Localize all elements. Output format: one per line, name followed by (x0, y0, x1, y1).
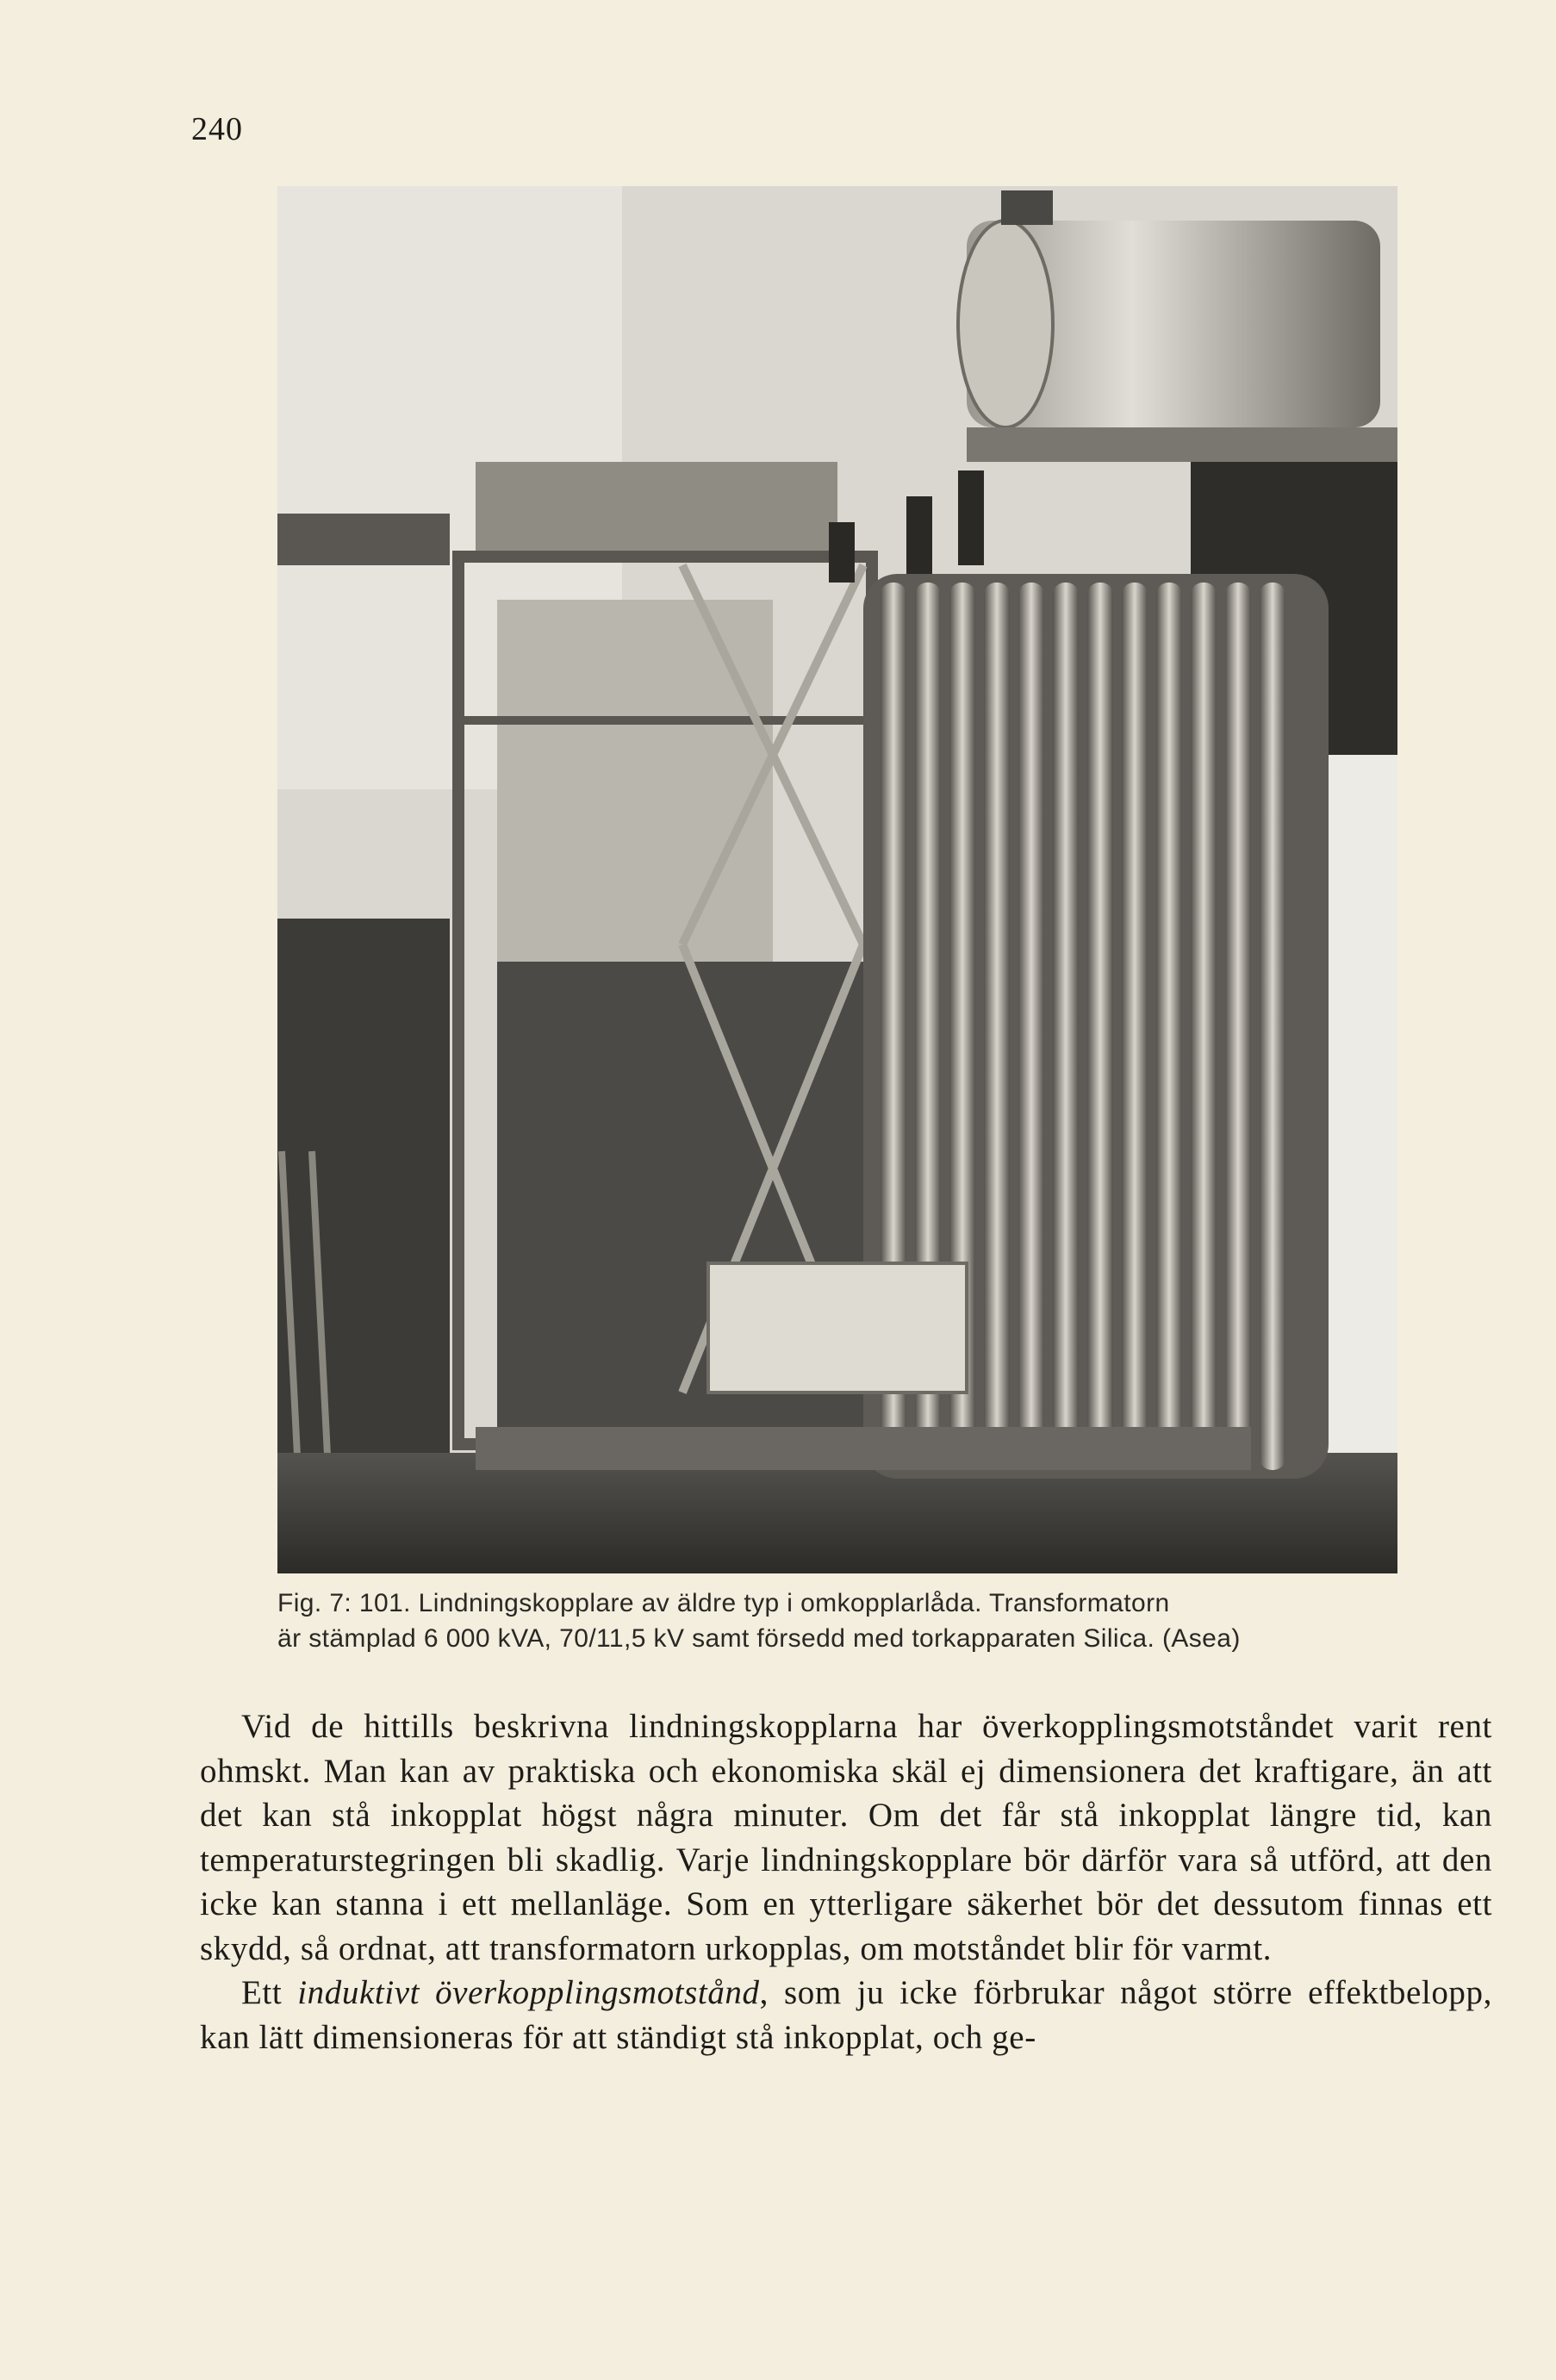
caption-line-1: Fig. 7: 101. Lindningskopplare av äldre typ i omkopplarlåda. Transformatorn (277, 1589, 1170, 1617)
figure-caption (277, 1586, 1423, 1656)
caption-line-2: är stämplad 6 000 kVA, 70/11,5 kV samt försedd med torkapparaten Silica. (Asea) (277, 1624, 1241, 1653)
body-text (200, 1704, 1492, 2059)
transformer-photo (277, 186, 1397, 1573)
paragraph-2 (200, 1971, 1492, 2059)
paragraph-2-start: Ett (241, 1974, 283, 2011)
paragraph-1: Vid de hittills beskrivna lindningskopplarna har överkopplingsmotståndet varit rent ohmskt. Man kan av praktiska och ekonomiska skäl ej dimensionera det kraftigare, än att det kan stå inkopplat högst några minuter. Om det får stå inkopplat längre tid, kan temperaturstegringen bli skadlig. Varje lindningskopplare bör därför vara så utförd, att den icke kan stanna i ett mellanläge. Som en ytterligare säkerhet bör det dessutom finnas ett skydd, så ordnat, att transformatorn urkopplas, om motståndet blir för varmt. (200, 1708, 1492, 1967)
paragraph-2-italic: induktivt överkopplingsmotstånd (297, 1974, 760, 2011)
page-number: 240 (191, 111, 243, 147)
paragraph-2-rest: , som ju icke förbrukar något större effektbelopp, kan lätt dimensioneras för att ständigt stå inkopplat, och ge- (200, 1974, 1492, 2056)
